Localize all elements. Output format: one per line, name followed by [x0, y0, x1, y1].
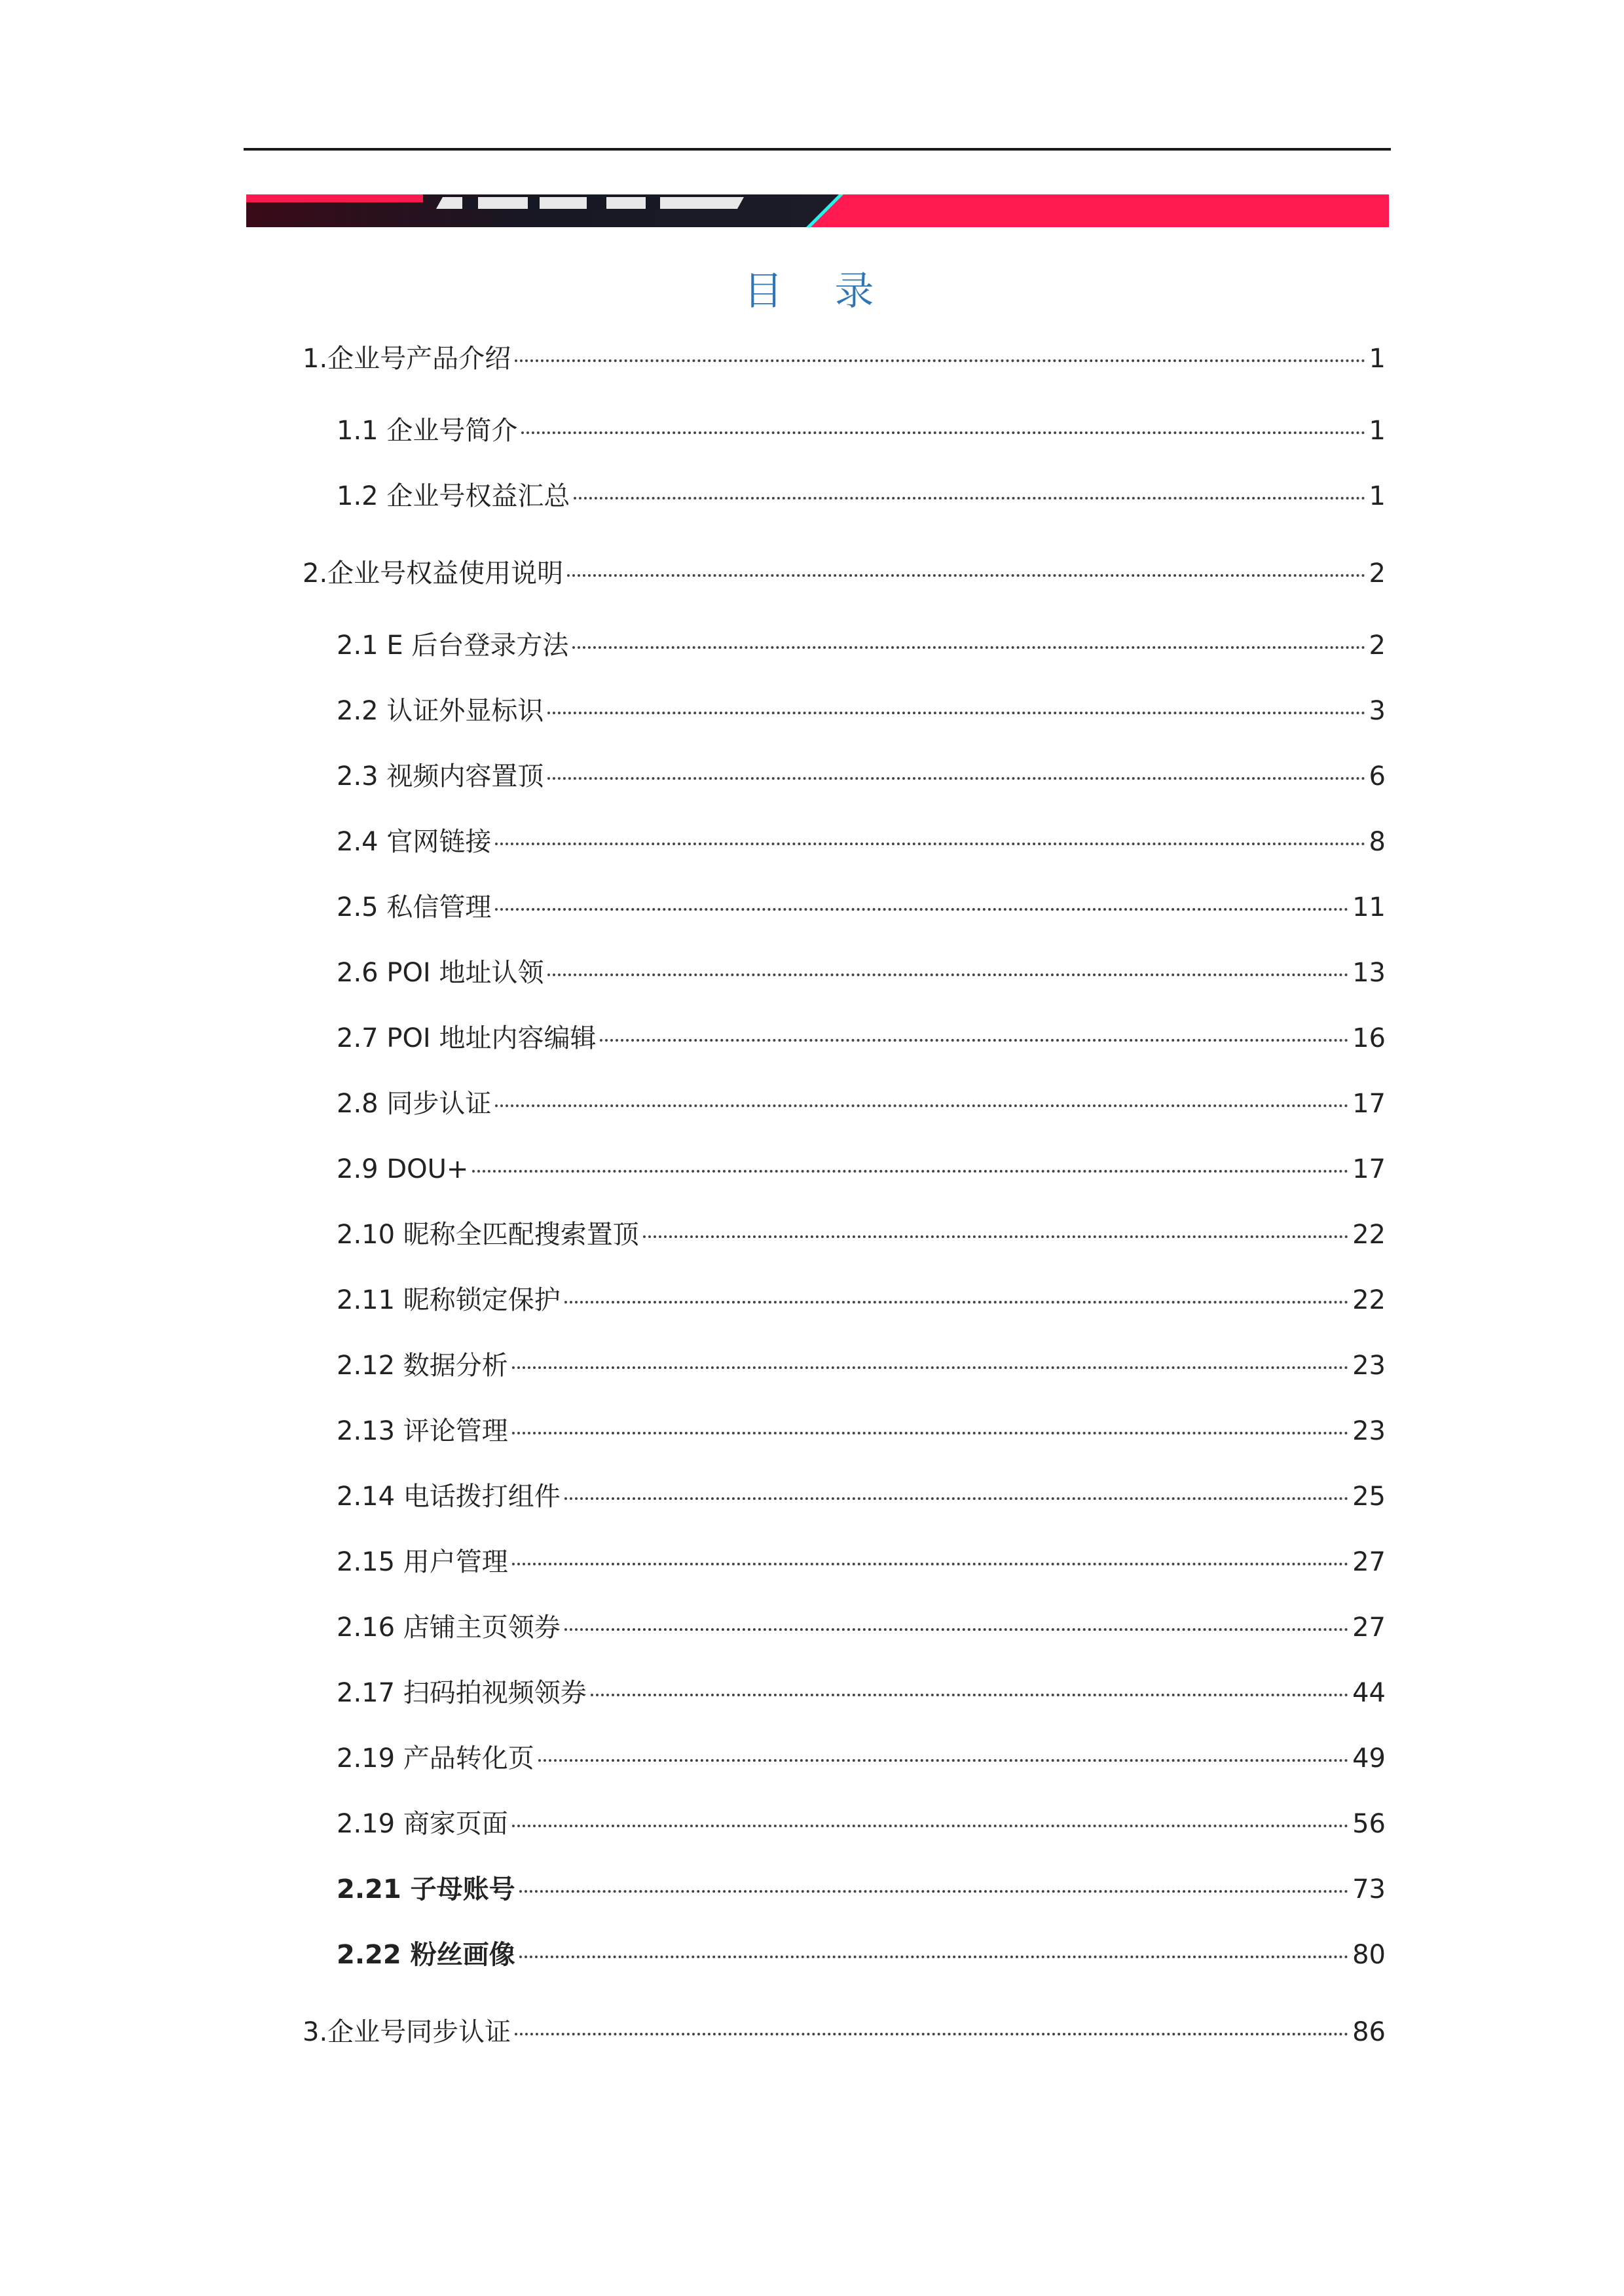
toc-entry-label: 2.19 商家页面 [337, 1809, 508, 1839]
toc-dot-leader [572, 646, 1365, 649]
toc-entry[interactable] [337, 1935, 1386, 1975]
toc-entry[interactable] [337, 1608, 1386, 1647]
toc-entry[interactable] [337, 1870, 1386, 1909]
toc-entry-label: 2.7 POI 地址内容编辑 [337, 1023, 597, 1053]
toc-entry-label: 2.21 子母账号 [337, 1874, 515, 1904]
toc-entry[interactable] [337, 477, 1386, 516]
toc-dot-leader [600, 1039, 1348, 1042]
toc-entry-page: 13 [1352, 958, 1386, 988]
toc-entry[interactable] [337, 1739, 1386, 1778]
toc-dot-leader [495, 1104, 1348, 1107]
toc-entry[interactable] [303, 339, 1386, 378]
toc-dot-leader [547, 974, 1348, 976]
toc-entry-page: 6 [1369, 761, 1386, 792]
toc-dot-leader [512, 1563, 1348, 1565]
toc-entry[interactable] [337, 626, 1386, 665]
toc-entry-page: 1 [1369, 416, 1386, 446]
toc-entry[interactable] [337, 1673, 1386, 1713]
toc-entry[interactable] [303, 2013, 1386, 2052]
toc-entry-page: 73 [1352, 1874, 1386, 1904]
toc-dot-leader [512, 1432, 1348, 1434]
toc-entry-page: 2 [1369, 630, 1386, 661]
toc-entry-label: 2.3 视频内容置顶 [337, 761, 544, 792]
toc-entry-page: 16 [1352, 1023, 1386, 1053]
toc-entry-label: 2.2 认证外显标识 [337, 696, 544, 726]
toc-entry[interactable] [303, 554, 1386, 593]
toc-entry-label: 2.16 店铺主页领券 [337, 1613, 561, 1643]
toc-entry[interactable] [337, 1281, 1386, 1320]
toc-dot-leader [643, 1235, 1348, 1238]
toc-entry-page: 27 [1352, 1613, 1386, 1643]
toc-entry[interactable] [337, 1150, 1386, 1189]
toc-entry-label: 2.12 数据分析 [337, 1351, 508, 1381]
toc-dot-leader [495, 908, 1348, 911]
toc-entry[interactable] [337, 1412, 1386, 1451]
toc-entry-page: 23 [1352, 1351, 1386, 1381]
toc-entry-page: 22 [1352, 1220, 1386, 1250]
toc-entry-label: 1.2 企业号权益汇总 [337, 481, 570, 511]
toc-dot-leader [512, 1825, 1348, 1827]
toc-entry-page: 27 [1352, 1547, 1386, 1577]
toc-entry-page: 1 [1369, 481, 1386, 511]
toc-entry-label: 2.19 产品转化页 [337, 1743, 534, 1774]
toc-dot-leader [515, 359, 1365, 362]
toc-entry-label: 2.8 同步认证 [337, 1089, 492, 1119]
toc-entry-page: 86 [1352, 2017, 1386, 2047]
toc-entry-page: 25 [1352, 1482, 1386, 1512]
toc-dot-leader [547, 712, 1365, 714]
toc-entry-page: 44 [1352, 1678, 1386, 1708]
toc-entry[interactable] [337, 757, 1386, 796]
toc-title: 目 录 [743, 268, 894, 314]
toc-entry[interactable] [337, 1542, 1386, 1582]
toc-entry[interactable] [337, 1084, 1386, 1123]
toc-entry-page: 23 [1352, 1416, 1386, 1446]
toc-entry[interactable] [337, 1346, 1386, 1385]
toc-entry-label: 2.企业号权益使用说明 [303, 558, 564, 589]
toc-entry[interactable] [337, 1804, 1386, 1844]
header-rule [244, 148, 1391, 151]
toc-dot-leader [512, 1366, 1348, 1369]
toc-entry[interactable] [337, 822, 1386, 862]
toc-entry[interactable] [337, 1019, 1386, 1058]
toc-entry-label: 2.11 昵称锁定保护 [337, 1285, 561, 1315]
banner-graphic [246, 194, 1389, 227]
toc-entry-label: 1.1 企业号简介 [337, 416, 518, 446]
toc-entry-label: 2.22 粉丝画像 [337, 1940, 515, 1970]
toc-entry[interactable] [337, 888, 1386, 927]
toc-dot-leader [521, 431, 1365, 434]
toc-dot-leader [547, 777, 1365, 780]
toc-entry-label: 2.1 E 后台登录方法 [337, 630, 569, 661]
toc-entry-page: 8 [1369, 827, 1386, 857]
toc-dot-leader [564, 1628, 1348, 1631]
toc-entry-page: 1 [1369, 344, 1386, 374]
toc-dot-leader [567, 574, 1365, 577]
toc-entry-page: 49 [1352, 1743, 1386, 1774]
toc-entry-label: 2.15 用户管理 [337, 1547, 508, 1577]
toc-entry-label: 2.17 扫码拍视频领券 [337, 1678, 587, 1708]
toc-entry-label: 2.5 私信管理 [337, 892, 492, 922]
toc-entry-label: 1.企业号产品介绍 [303, 344, 511, 374]
toc-entry-label: 2.9 DOU+ [337, 1154, 469, 1184]
toc-entry-page: 22 [1352, 1285, 1386, 1315]
toc-dot-leader [519, 1890, 1348, 1893]
toc-entry-page: 2 [1369, 558, 1386, 589]
toc-dot-leader [515, 2033, 1348, 2035]
toc-entry[interactable] [337, 953, 1386, 993]
toc-entry-page: 80 [1352, 1940, 1386, 1970]
toc-entry[interactable] [337, 411, 1386, 450]
toc-entry-page: 3 [1369, 696, 1386, 726]
toc-entry-page: 17 [1352, 1089, 1386, 1119]
toc-dot-leader [564, 1301, 1348, 1303]
toc-entry[interactable] [337, 1477, 1386, 1516]
toc-entry-label: 2.10 昵称全匹配搜索置顶 [337, 1220, 639, 1250]
toc-dot-leader [472, 1170, 1348, 1173]
toc-entry-label: 2.14 电话拨打组件 [337, 1482, 561, 1512]
toc-dot-leader [591, 1694, 1348, 1696]
toc-entry-label: 2.13 评论管理 [337, 1416, 508, 1446]
toc-entry-label: 3.企业号同步认证 [303, 2017, 511, 2047]
toc-entry-page: 11 [1352, 892, 1386, 922]
toc-entry-page: 56 [1352, 1809, 1386, 1839]
header-banner [246, 194, 1389, 227]
toc-entry-page: 17 [1352, 1154, 1386, 1184]
toc-entry-label: 2.6 POI 地址认领 [337, 958, 544, 988]
toc-entry-label: 2.4 官网链接 [337, 827, 492, 857]
toc-dot-leader [538, 1759, 1348, 1762]
toc-dot-leader [564, 1497, 1348, 1500]
toc-dot-leader [495, 843, 1365, 845]
toc-entry[interactable] [337, 1215, 1386, 1254]
toc-dot-leader [519, 1956, 1348, 1958]
toc-dot-leader [574, 497, 1365, 500]
toc-entry[interactable] [337, 691, 1386, 731]
